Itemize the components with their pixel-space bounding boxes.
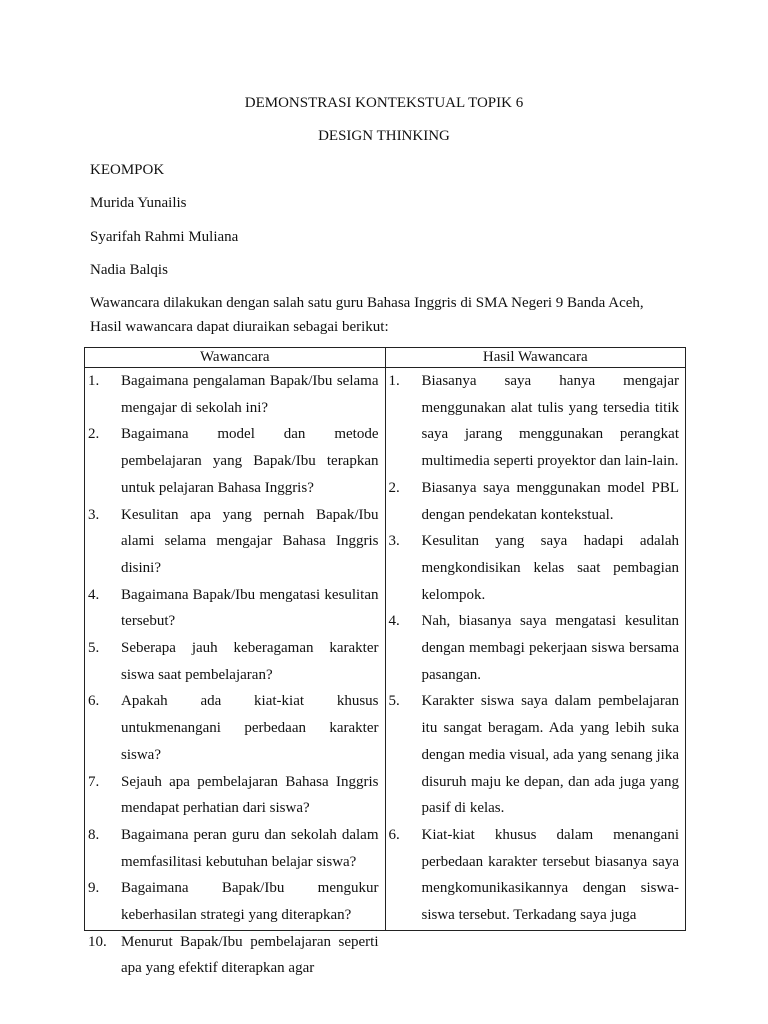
list-text: Biasanya saya menggunakan model PBL dengan pendekatan kontekstual.	[421, 479, 679, 523]
list-number: 5.	[88, 640, 100, 657]
answer-item	[386, 475, 686, 528]
question-item	[85, 822, 385, 875]
question-item	[85, 635, 385, 688]
list-number: 1.	[388, 373, 400, 389]
member-name: Syarifah Rahmi Muliana	[90, 229, 239, 245]
list-text: Bagaimana model dan metode pembelajaran yang Bapak/Ibu terapkan untuk pelajaran Bahasa Inggris?	[121, 426, 379, 496]
question-item	[85, 421, 385, 501]
list-number: 3.	[388, 533, 400, 550]
intro-line: Hasil wawancara dapat diuraikan sebagai berikut:	[90, 319, 389, 335]
list-number: 6.	[88, 693, 100, 710]
answer-item	[386, 688, 686, 822]
question-item	[85, 929, 385, 982]
list-text: Bagaimana Bapak/Ibu mengatasi kesulitan tersebut?	[121, 586, 379, 630]
list-text: Nah, biasanya saya mengatasi kesulitan dengan membagi pekerjaan siswa bersama pasangan.	[421, 613, 679, 683]
answer-item	[386, 528, 686, 608]
group-label: KEOMPOK	[90, 162, 165, 178]
question-item	[85, 688, 385, 768]
question-item	[85, 582, 385, 635]
question-item	[85, 368, 385, 421]
document-title: DEMONSTRASI KONTEKSTUAL TOPIK 6	[244, 95, 524, 111]
list-text: Karakter siswa saya dalam pembelajaran itu sangat beragam. Ada yang lebih suka dengan media visual, ada yang senang jika disuruh maju ke depan, dan ada juga yang pasif di kelas.	[421, 693, 679, 817]
column-header-questions: Wawancara	[85, 348, 386, 368]
member-name: Murida Yunailis	[90, 195, 187, 211]
list-number: 2.	[88, 426, 100, 443]
intro-paragraph	[90, 291, 690, 339]
list-number: 4.	[388, 613, 400, 630]
list-number: 7.	[88, 773, 100, 790]
list-text: Menurut Bapak/Ibu pembelajaran seperti apa yang efektif diterapkan agar	[121, 933, 379, 977]
list-text: Sejauh apa pembelajaran Bahasa Inggris mendapat perhatian dari siswa?	[121, 773, 379, 817]
questions-cell	[85, 368, 386, 977]
list-text: Bagaimana peran guru dan sekolah dalam memfasilitasi kebutuhan belajar siswa?	[121, 826, 379, 870]
list-number: 2.	[388, 479, 400, 496]
intro-line: Wawancara dilakukan dengan salah satu guru Bahasa Inggris di SMA Negeri 9 Banda Aceh,	[90, 295, 644, 311]
list-number: 4.	[88, 586, 100, 603]
list-number: 9.	[88, 880, 100, 897]
list-number: 6.	[388, 826, 400, 843]
list-text: Biasanya saya hanya mengajar menggunakan alat tulis yang tersedia titik saya jarang menggunakan perangkat multimedia seperti proyektor dan lain-lain.	[421, 373, 679, 470]
answer-list	[386, 368, 686, 929]
list-text: Bagaimana Bapak/Ibu mengukur keberhasilan strategi yang diterapkan?	[121, 880, 379, 924]
list-number: 5.	[388, 693, 400, 710]
list-text: Apakah ada kiat-kiat khusus untukmenangani perbedaan karakter siswa?	[121, 693, 379, 763]
question-item	[85, 502, 385, 582]
answers-cell	[385, 368, 686, 931]
list-text: Kiat-kiat khusus dalam menangani perbedaan karakter tersebut biasanya saya mengkomunikasikannya dengan siswa-siswa tersebut. Terkadang saya juga	[421, 826, 679, 924]
list-text: Seberapa jauh keberagaman karakter siswa saat pembelajaran?	[121, 640, 379, 683]
list-text: Bagaimana pengalaman Bapak/Ibu selama mengajar di sekolah ini?	[121, 373, 379, 416]
list-number: 8.	[88, 826, 100, 843]
list-number: 10.	[88, 933, 107, 950]
question-list	[85, 368, 385, 982]
answer-item	[386, 608, 686, 688]
document-subtitle: DESIGN THINKING	[318, 128, 450, 144]
question-item	[85, 875, 385, 928]
question-item	[85, 769, 385, 822]
interview-table	[84, 347, 686, 977]
list-number: 3.	[88, 506, 100, 523]
answer-item	[386, 368, 686, 475]
list-text: Kesulitan apa yang pernah Bapak/Ibu alami selama mengajar Bahasa Inggris disini?	[121, 506, 379, 576]
list-number: 1.	[88, 373, 100, 389]
member-name: Nadia Balqis	[90, 262, 168, 278]
answer-item	[386, 822, 686, 929]
column-header-answers: Hasil Wawancara	[385, 348, 686, 368]
list-text: Kesulitan yang saya hadapi adalah mengkondisikan kelas saat pembagian kelompok.	[421, 533, 679, 603]
